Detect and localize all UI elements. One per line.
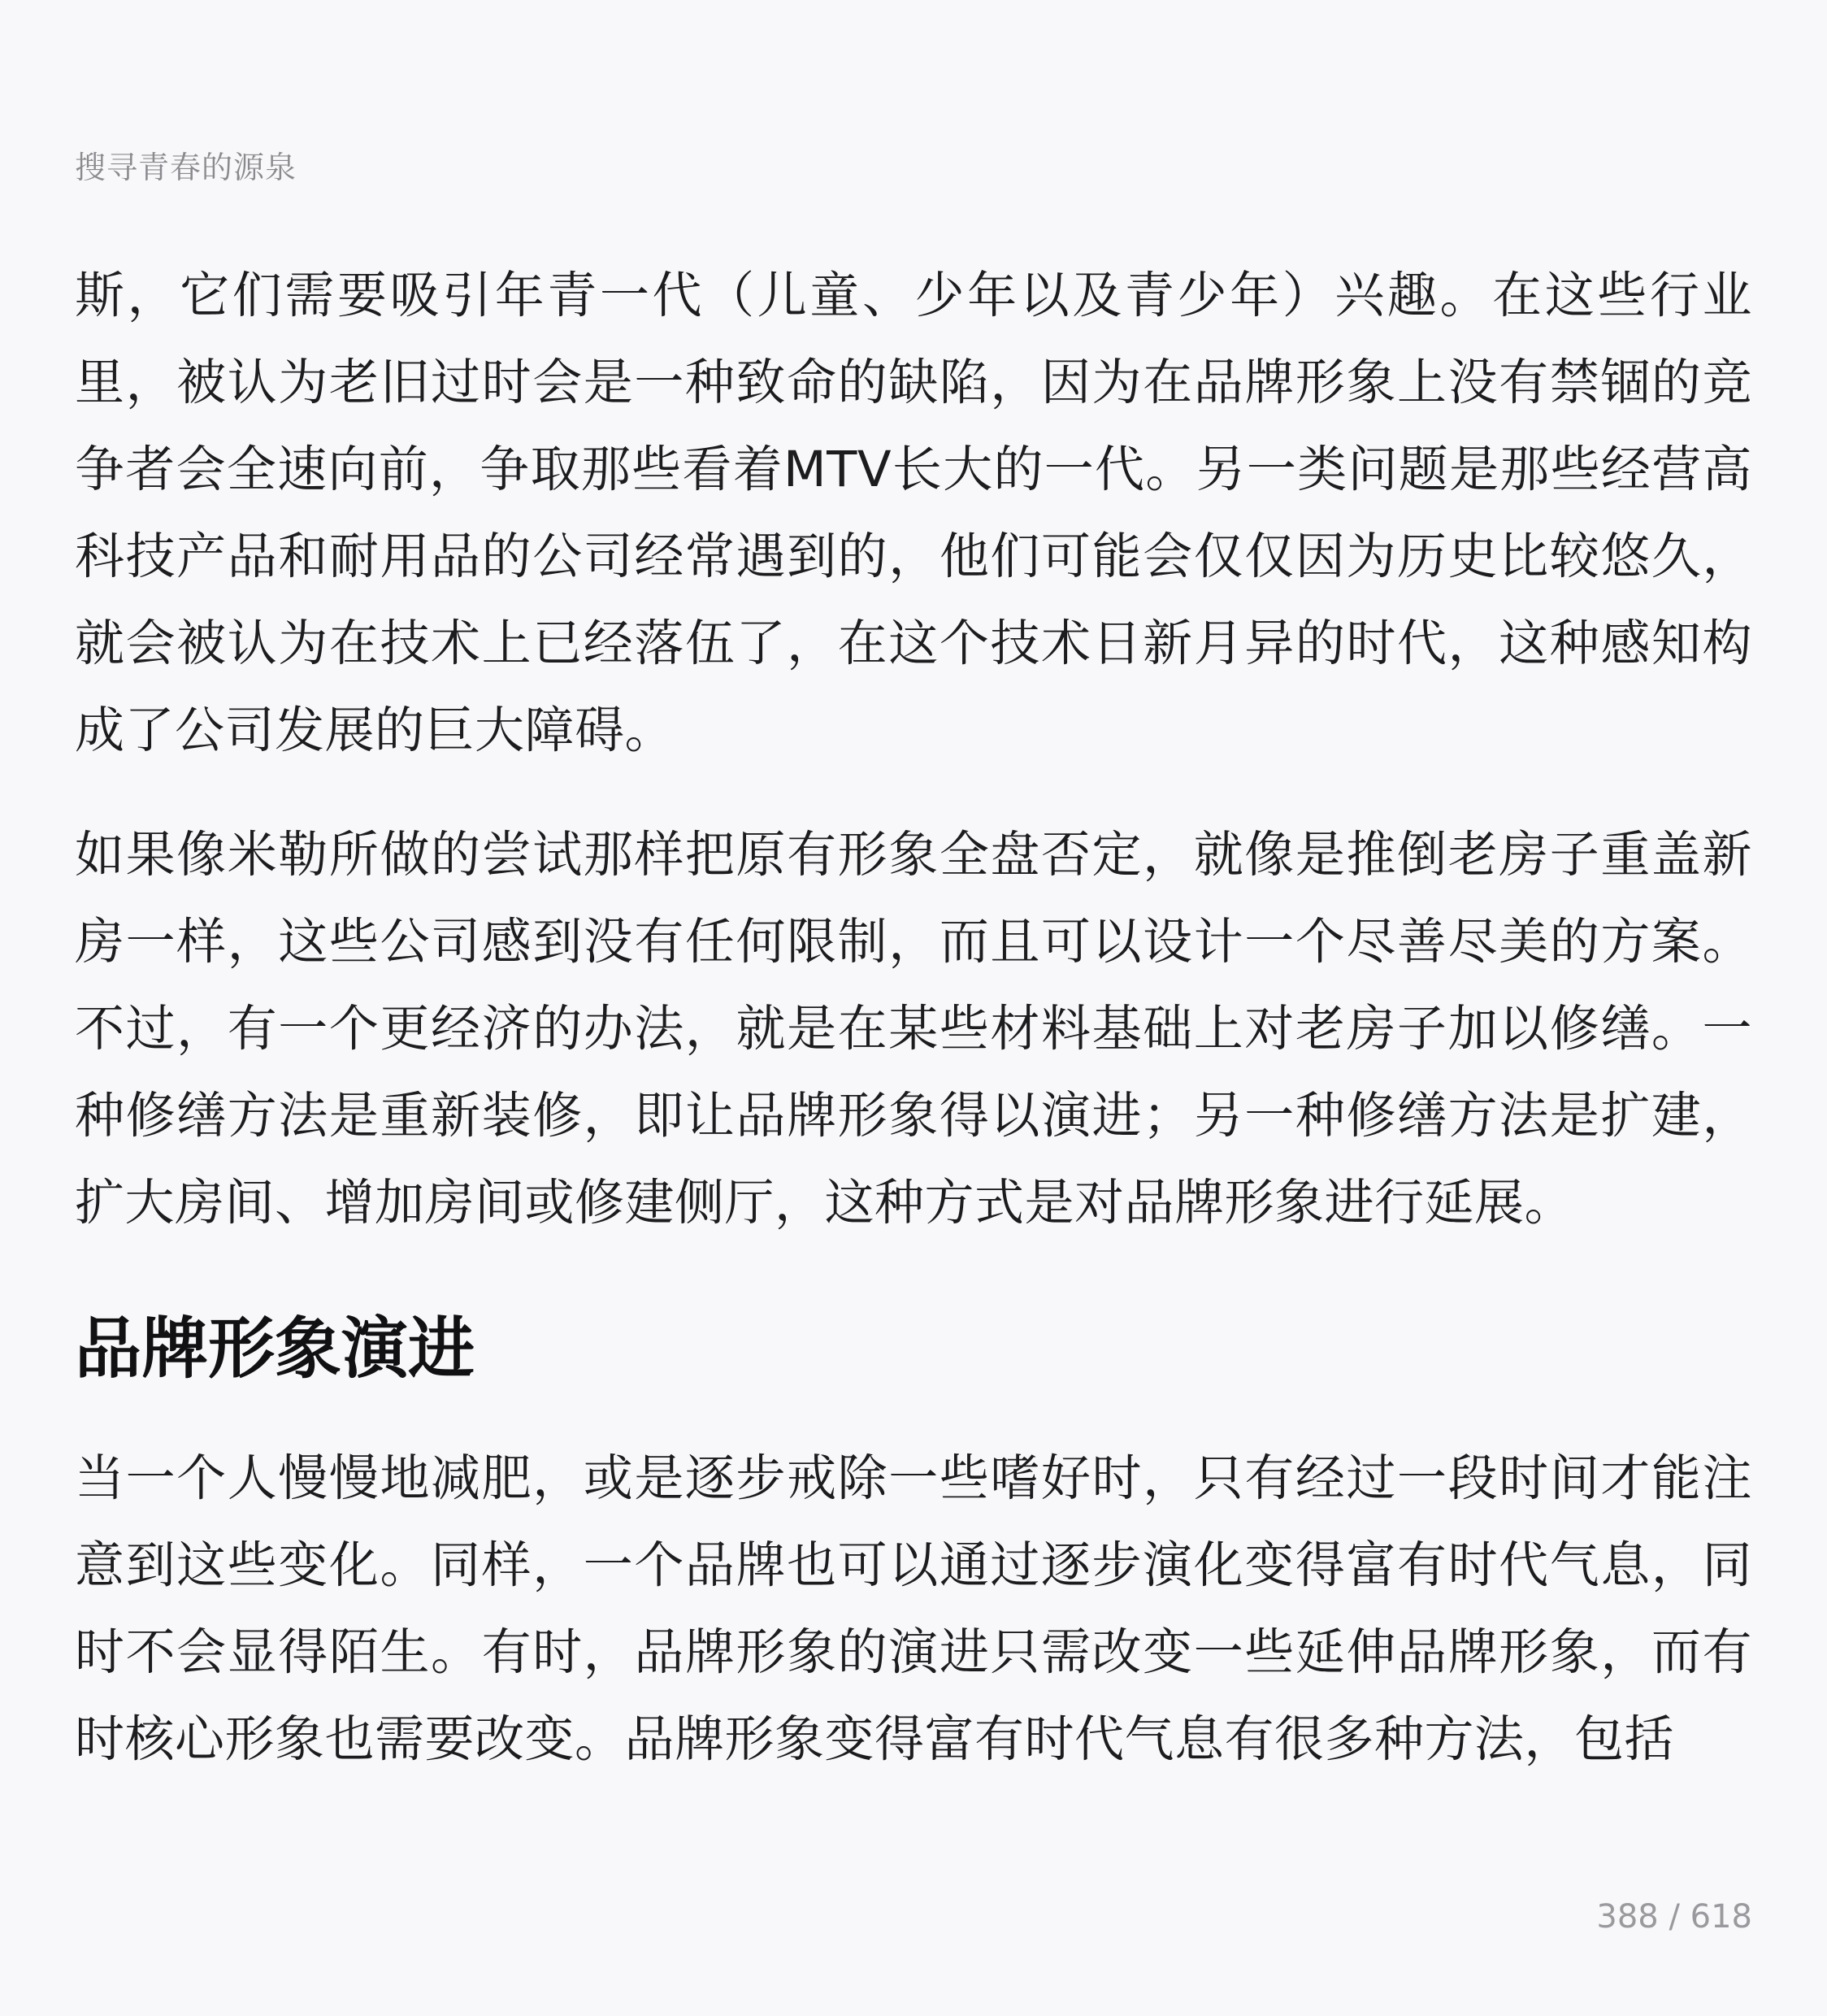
page-indicator: 388 / 618 xyxy=(1596,1898,1752,1936)
page-content xyxy=(75,252,1752,1783)
section-heading: 品牌形象演进 xyxy=(75,1310,475,1388)
body-paragraph: 斯，它们需要吸引年青一代（儿童、少年以及青少年）兴趣。在这些行业里，被认为老旧过时会是一种致命的缺陷，因为在品牌形象上没有禁锢的竞争者会全速向前，争取那些看着MTV长大的一代。另一类问题是那些经营高科技产品和耐用品的公司经常遇到的，他们可能会仅仅因为历史比较悠久，就会被认为在技术上已经落伍了，在这个技术日新月异的时代，这种感知构成了公司发展的巨大障碍。 xyxy=(75,267,1752,759)
body-paragraph: 当一个人慢慢地减肥，或是逐步戒除一些嗜好时，只有经过一段时间才能注意到这些变化。同样，一个品牌也可以通过逐步演化变得富有时代气息，同时不会显得陌生。有时，品牌形象的演进只需改变一些延伸品牌形象，而有时核心形象也需要改变。品牌形象变得富有时代气息有很多种方法，包括 xyxy=(75,1449,1752,1768)
body-paragraph: 如果像米勒所做的尝试那样把原有形象全盘否定，就像是推倒老房子重盖新房一样，这些公司感到没有任何限制，而且可以设计一个尽善尽美的方案。不过，有一个更经济的办法，就是在某些材料基础上对老房子加以修缮。一种修缮方法是重新装修，即让品牌形象得以演进；另一种修缮方法是扩建，扩大房间、增加房间或修建侧厅，这种方式是对品牌形象进行延展。 xyxy=(75,826,1752,1232)
chapter-title: 搜寻青春的源泉 xyxy=(75,150,297,185)
